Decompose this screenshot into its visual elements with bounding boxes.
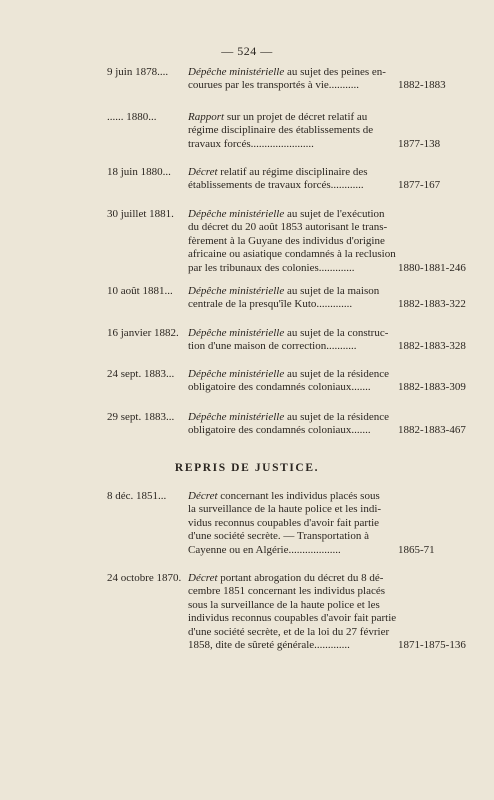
section-heading: REPRIS DE JUSTICE. [174,462,320,474]
entry-title: Dépêche ministérielle [188,208,285,220]
entry-reference: 1882-1883 [398,79,446,92]
entry-text-line: sur un projet de décret relatif au [224,111,368,123]
entry-date: 18 juin 1880... [107,166,171,178]
entry-text-line: courues par les transportés à vie........... [188,79,360,92]
entry-date: 29 sept. 1883... [107,411,175,423]
entry-reference: 1882-1883-322 [398,298,466,311]
entry-text-line: tion d'une maison de correction........... [188,340,357,353]
entry-text-line: au sujet de la maison [284,285,380,297]
entry-title: Dépêche ministérielle [188,368,285,380]
entry-text-line: obligatoire des condamnés coloniaux....... [188,424,371,437]
page-number: — 524 — [221,44,273,58]
entry-date: 24 sept. 1883... [107,368,175,380]
entry-description [188,368,396,395]
entry-text-line: relatif au régime disciplinaire des [217,166,368,178]
entry-text-line: au sujet de la résidence [284,411,389,423]
entry-text-line: au sujet de la résidence [284,368,389,380]
entry-text-line: fèrement à la Guyane des individus d'origine [188,234,385,247]
entry-text-line: au sujet de l'exécution [284,208,385,220]
entry-title: Dépêche ministérielle [188,66,285,78]
entry-reference: 1880-1881-246 [398,261,466,274]
entry-text-line: au sujet de la construc- [284,327,389,339]
entry-text-line: la surveillance de la haute police et les indi- [188,503,382,516]
entry-text-line: travaux forcés....................... [188,137,314,150]
entry-title: Dépêche ministérielle [188,327,285,339]
entry-description [188,66,396,93]
entry-text-line: au sujet des peines en- [284,66,386,78]
entry-text-line: du décret du 20 août 1853 autorisant le trans- [188,221,388,234]
entry-text-line: obligatoire des condamnés coloniaux....... [188,381,371,394]
entry-date: 9 juin 1878.... [107,66,169,78]
entry-description [188,327,396,354]
entry-title: Dépêche ministérielle [188,285,285,297]
entry-text-line: sous la surveillance de la haute police et les [188,598,380,611]
entry-date: 30 juillet 1881. [107,208,174,220]
entry-text-line: centrale de la presqu'île Kuto............. [188,298,353,311]
entry-title: Rapport [188,111,225,123]
entry-date: 8 déc. 1851... [107,490,167,502]
entry-title: Décret [188,490,218,502]
entry-title: Décret [188,166,218,178]
entry-text-line: portant abrogation du décret du 8 dé- [217,572,384,584]
entry-description [188,572,396,652]
entry-text-line: concernant les individus placés sous [217,490,380,502]
entry-description [188,166,396,193]
entry-text-line: établissements de travaux forcés............ [188,179,364,192]
entry-date: ...... 1880... [107,111,157,123]
entry-text-line: d'une société secrète. — Transportation à [188,530,369,543]
entry-text-line: individus reconnus coupables d'avoir fait partie [188,612,396,625]
entry-text-line: régime disciplinaire des établissements de [188,124,374,137]
entry-title: Décret [188,572,218,584]
entry-text-line: d'une société secrète, et de la loi du 27 février [188,625,390,638]
entry-reference: 1882-1883-467 [398,424,466,437]
entry-text-line: vidus reconnus coupables d'avoir fait partie [188,516,380,529]
entry-description [188,285,396,312]
entry-description [188,411,396,438]
entry-reference: 1871-1875-136 [398,639,466,651]
entry-text-line: par les tribunaux des colonies............. [188,261,355,274]
entry-text-line: africaine ou asiatique condamnés à la reclusion [188,248,396,261]
entry-text-line: Cayenne ou en Algérie................... [188,543,341,556]
entry-reference: 1865-71 [398,543,435,556]
entry-date: 10 août 1881... [107,285,173,297]
entry-text-line: 1858, dite de sûreté générale............. [188,639,350,652]
entry-text-line: cembre 1851 concernant les individus placés [188,585,386,598]
entry-description [188,490,396,557]
entry-date: 24 octobre 1870. [107,572,182,584]
entry-date: 16 janvier 1882. [107,327,179,339]
entry-reference: 1882-1883-328 [398,340,466,353]
entry-reference: 1877-167 [398,179,441,192]
entry-description [188,208,396,275]
entry-description [188,111,396,151]
entry-title: Dépêche ministérielle [188,411,285,423]
entry-reference: 1882-1883-309 [398,381,466,394]
entry-reference: 1877-138 [398,137,441,150]
